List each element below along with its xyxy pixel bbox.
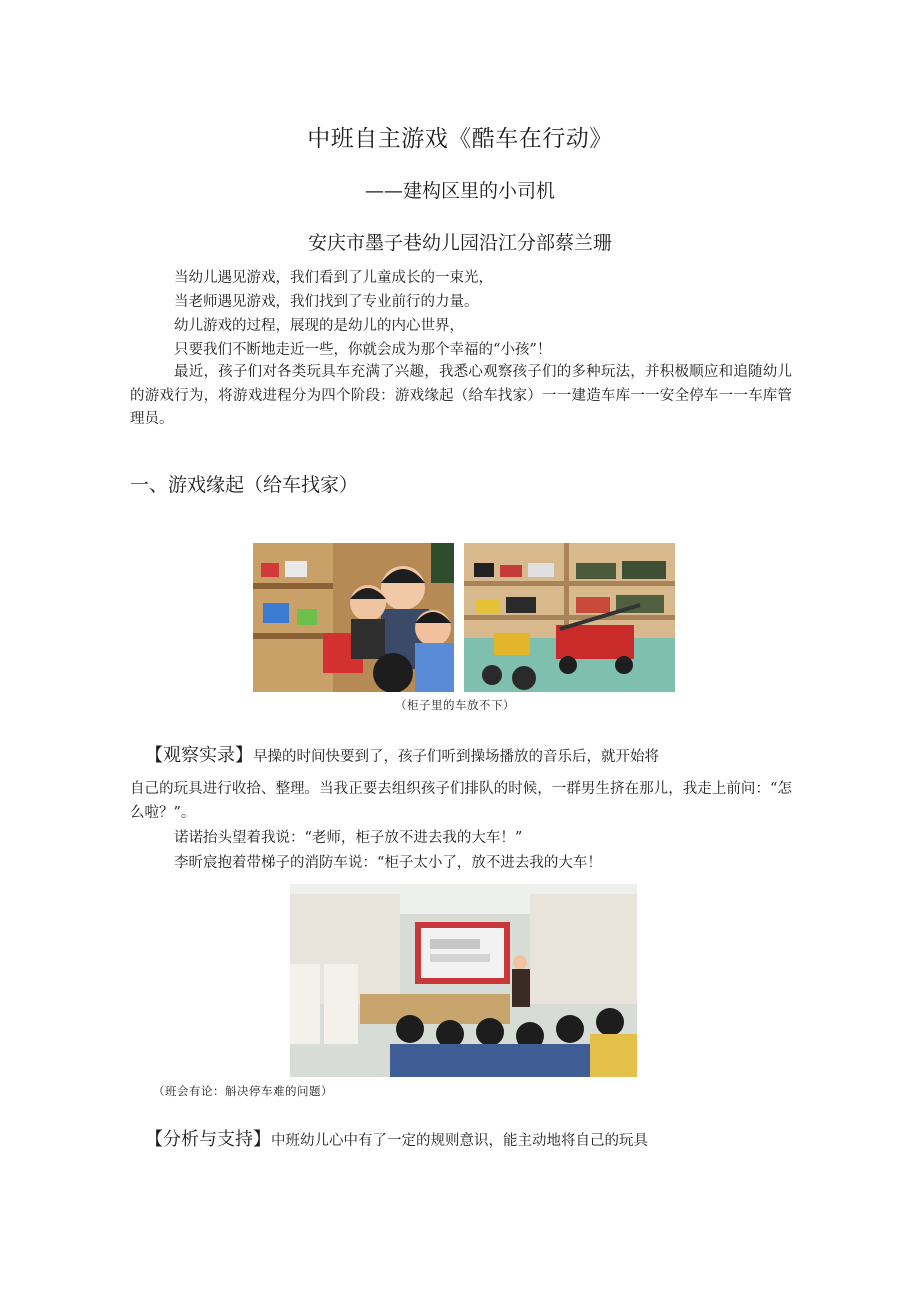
intro-line-4: 只要我们不断地走近一些，你就会成为那个幸福的“小孩”！ <box>174 342 552 358</box>
photo-class-meeting <box>290 884 637 1077</box>
intro-line-2: 当老师遇见游戏，我们找到了专业前行的力量。 <box>174 294 479 310</box>
intro-paragraph: 最近，孩子们对各类玩具车充满了兴趣，我悉心观察孩子们的多种玩法，并积极顺应和追随幼儿的游戏行为，将游戏进程分为四个阶段：游戏缘起（给车找家）一一建造车库一一安全停车一一车库管理员。 <box>130 364 792 427</box>
document-title: 中班自主游戏《酷车在行动》 <box>307 126 613 152</box>
photo-class-meeting-drawing <box>290 884 637 1077</box>
photo-caption-2: （班会有论：斛决停车难的问题） <box>153 1084 333 1098</box>
intro-line-3: 幼儿游戏的过程，展现的是幼儿的内心世界， <box>174 318 464 334</box>
photo-caption-1: （柜子里的车放不下） <box>395 698 515 712</box>
photo-toy-car-shelf <box>464 543 675 692</box>
observation-paragraph: 自己的玩具进行收拾、整理。当我正要去组织孩子们排队的时候，一群男生挤在那儿，我走上前问：“怎么啦？”。 <box>130 781 792 821</box>
analysis-label: 【分析与支持】 <box>145 1129 271 1150</box>
document-subtitle: ——建构区里的小司机 <box>364 180 555 202</box>
section-heading: 一、游戏缘起（给车找家） <box>130 474 359 496</box>
analysis-text-1: 中班幼儿心中有了一定的规则意识，能主动地将自己的玩具 <box>271 1133 648 1149</box>
photo-kids-at-shelf-drawing <box>253 543 454 692</box>
analysis-line-1 <box>145 1125 648 1151</box>
observation-text-1: 早操的时间快要到了，孩子们听到操场播放的音乐后，就开始将 <box>253 749 659 765</box>
quote-nuonuo: 诺诺抬头望着我说：“老师，柜子放不进去我的大车！” <box>174 830 523 846</box>
photo-toy-car-shelf-drawing <box>464 543 675 692</box>
observation-label: 【观察实录】 <box>145 745 253 766</box>
quote-lixinchen: 李昕宸抱着带梯子的消防车说：“柜子太小了，放不进去我的大车！ <box>174 855 602 871</box>
observation-line-1 <box>145 741 659 767</box>
intro-line-1: 当幼儿遇见游戏，我们看到了儿童成长的一束光， <box>174 270 493 286</box>
author-line: 安庆市墨子巷幼儿园沿江分部蔡兰珊 <box>307 232 612 254</box>
photo-kids-at-shelf <box>253 543 454 692</box>
